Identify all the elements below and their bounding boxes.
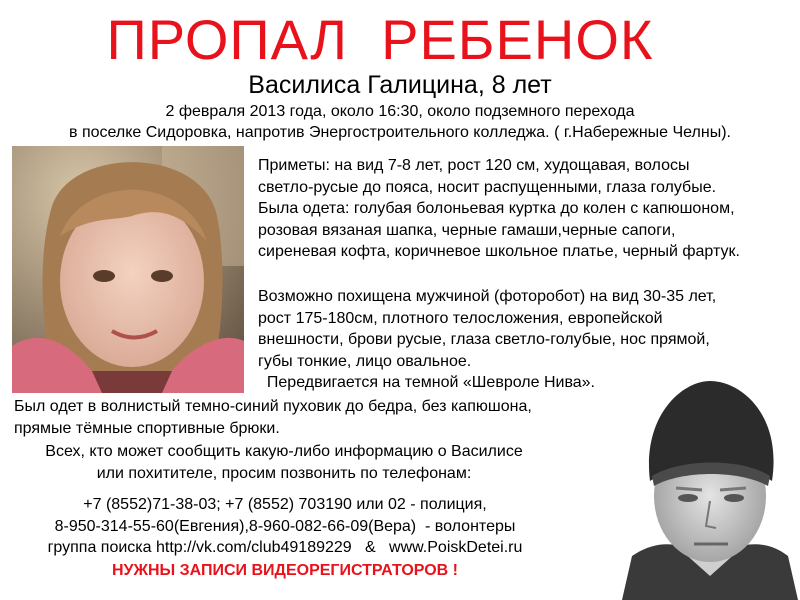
child-photo-drawing — [12, 146, 244, 393]
phone-line: группа поиска http://vk.com/club49189229 & www.PoiskDetei.ru — [47, 539, 523, 557]
suspect-clothes-paragraph — [14, 396, 532, 439]
signs-paragraph — [258, 155, 740, 263]
signs-line: Приметы: на вид 7-8 лет, рост 120 см, худощавая, волосы — [258, 157, 690, 174]
suspect-sketch — [622, 376, 798, 600]
appeal-line: или похитителе, просим позвонить по телефонам: — [96, 464, 472, 482]
clothes-line: Был одет в волнистый темно-синий пуховик до бедра, без капюшона, — [14, 398, 532, 415]
appeal-line: Всех, кто может сообщить какую-либо информацию о Василисе — [45, 443, 523, 460]
clothes-line: прямые тёмные спортивные брюки. — [14, 419, 280, 437]
kidnapper-line: рост 175-180см, плотного телосложения, европейской — [258, 309, 663, 327]
location-line: в поселке Сидоровка, напротив Энергостроительного колледжа. ( г.Набережные Челны). — [69, 124, 731, 141]
child-name: Василиса Галицина, 8 лет — [248, 71, 552, 99]
signs-line: сиреневая кофта, коричневое школьное платье, черный фартук. — [258, 243, 740, 261]
phone-line: +7 (8552)71-38-03; +7 (8552) 703190 или 02 - полиция, — [83, 496, 487, 513]
kidnapper-line: Возможно похищена мужчиной (фоторобот) на вид 30-35 лет, — [258, 288, 717, 305]
footer-callout: НУЖНЫ ЗАПИСИ ВИДЕОРЕГИСТРАТОРОВ ! — [112, 562, 458, 579]
poster-title: ПРОПАЛ РЕБЕНОК — [106, 8, 654, 71]
kidnapper-line: губы тонкие, лицо овальное. — [258, 352, 472, 370]
phone-line: 8-950-314-55-60(Евгения),8-960-082-66-09(Вера) - волонтеры — [54, 517, 516, 535]
kidnapper-line: Передвигается на темной «Шевроле Нива». — [258, 374, 595, 392]
date-line: 2 февраля 2013 года, около 16:30, около подземного перехода — [165, 103, 635, 120]
signs-line: розовая вязаная шапка, черные гамаши,черные сапоги, — [258, 221, 676, 239]
signs-line: светло-русые до пояса, носит распущенными, глаза голубые. — [258, 178, 717, 196]
suspect-sketch-drawing — [622, 376, 798, 600]
kidnapper-line: внешности, брови русые, глаза светло-голубые, нос прямой, — [258, 331, 710, 349]
signs-line: Была одета: голубая болоньевая куртка до колен с капюшоном, — [258, 200, 735, 218]
contacts-paragraph — [0, 494, 570, 559]
child-photo — [12, 146, 244, 393]
appeal-paragraph — [14, 441, 554, 484]
